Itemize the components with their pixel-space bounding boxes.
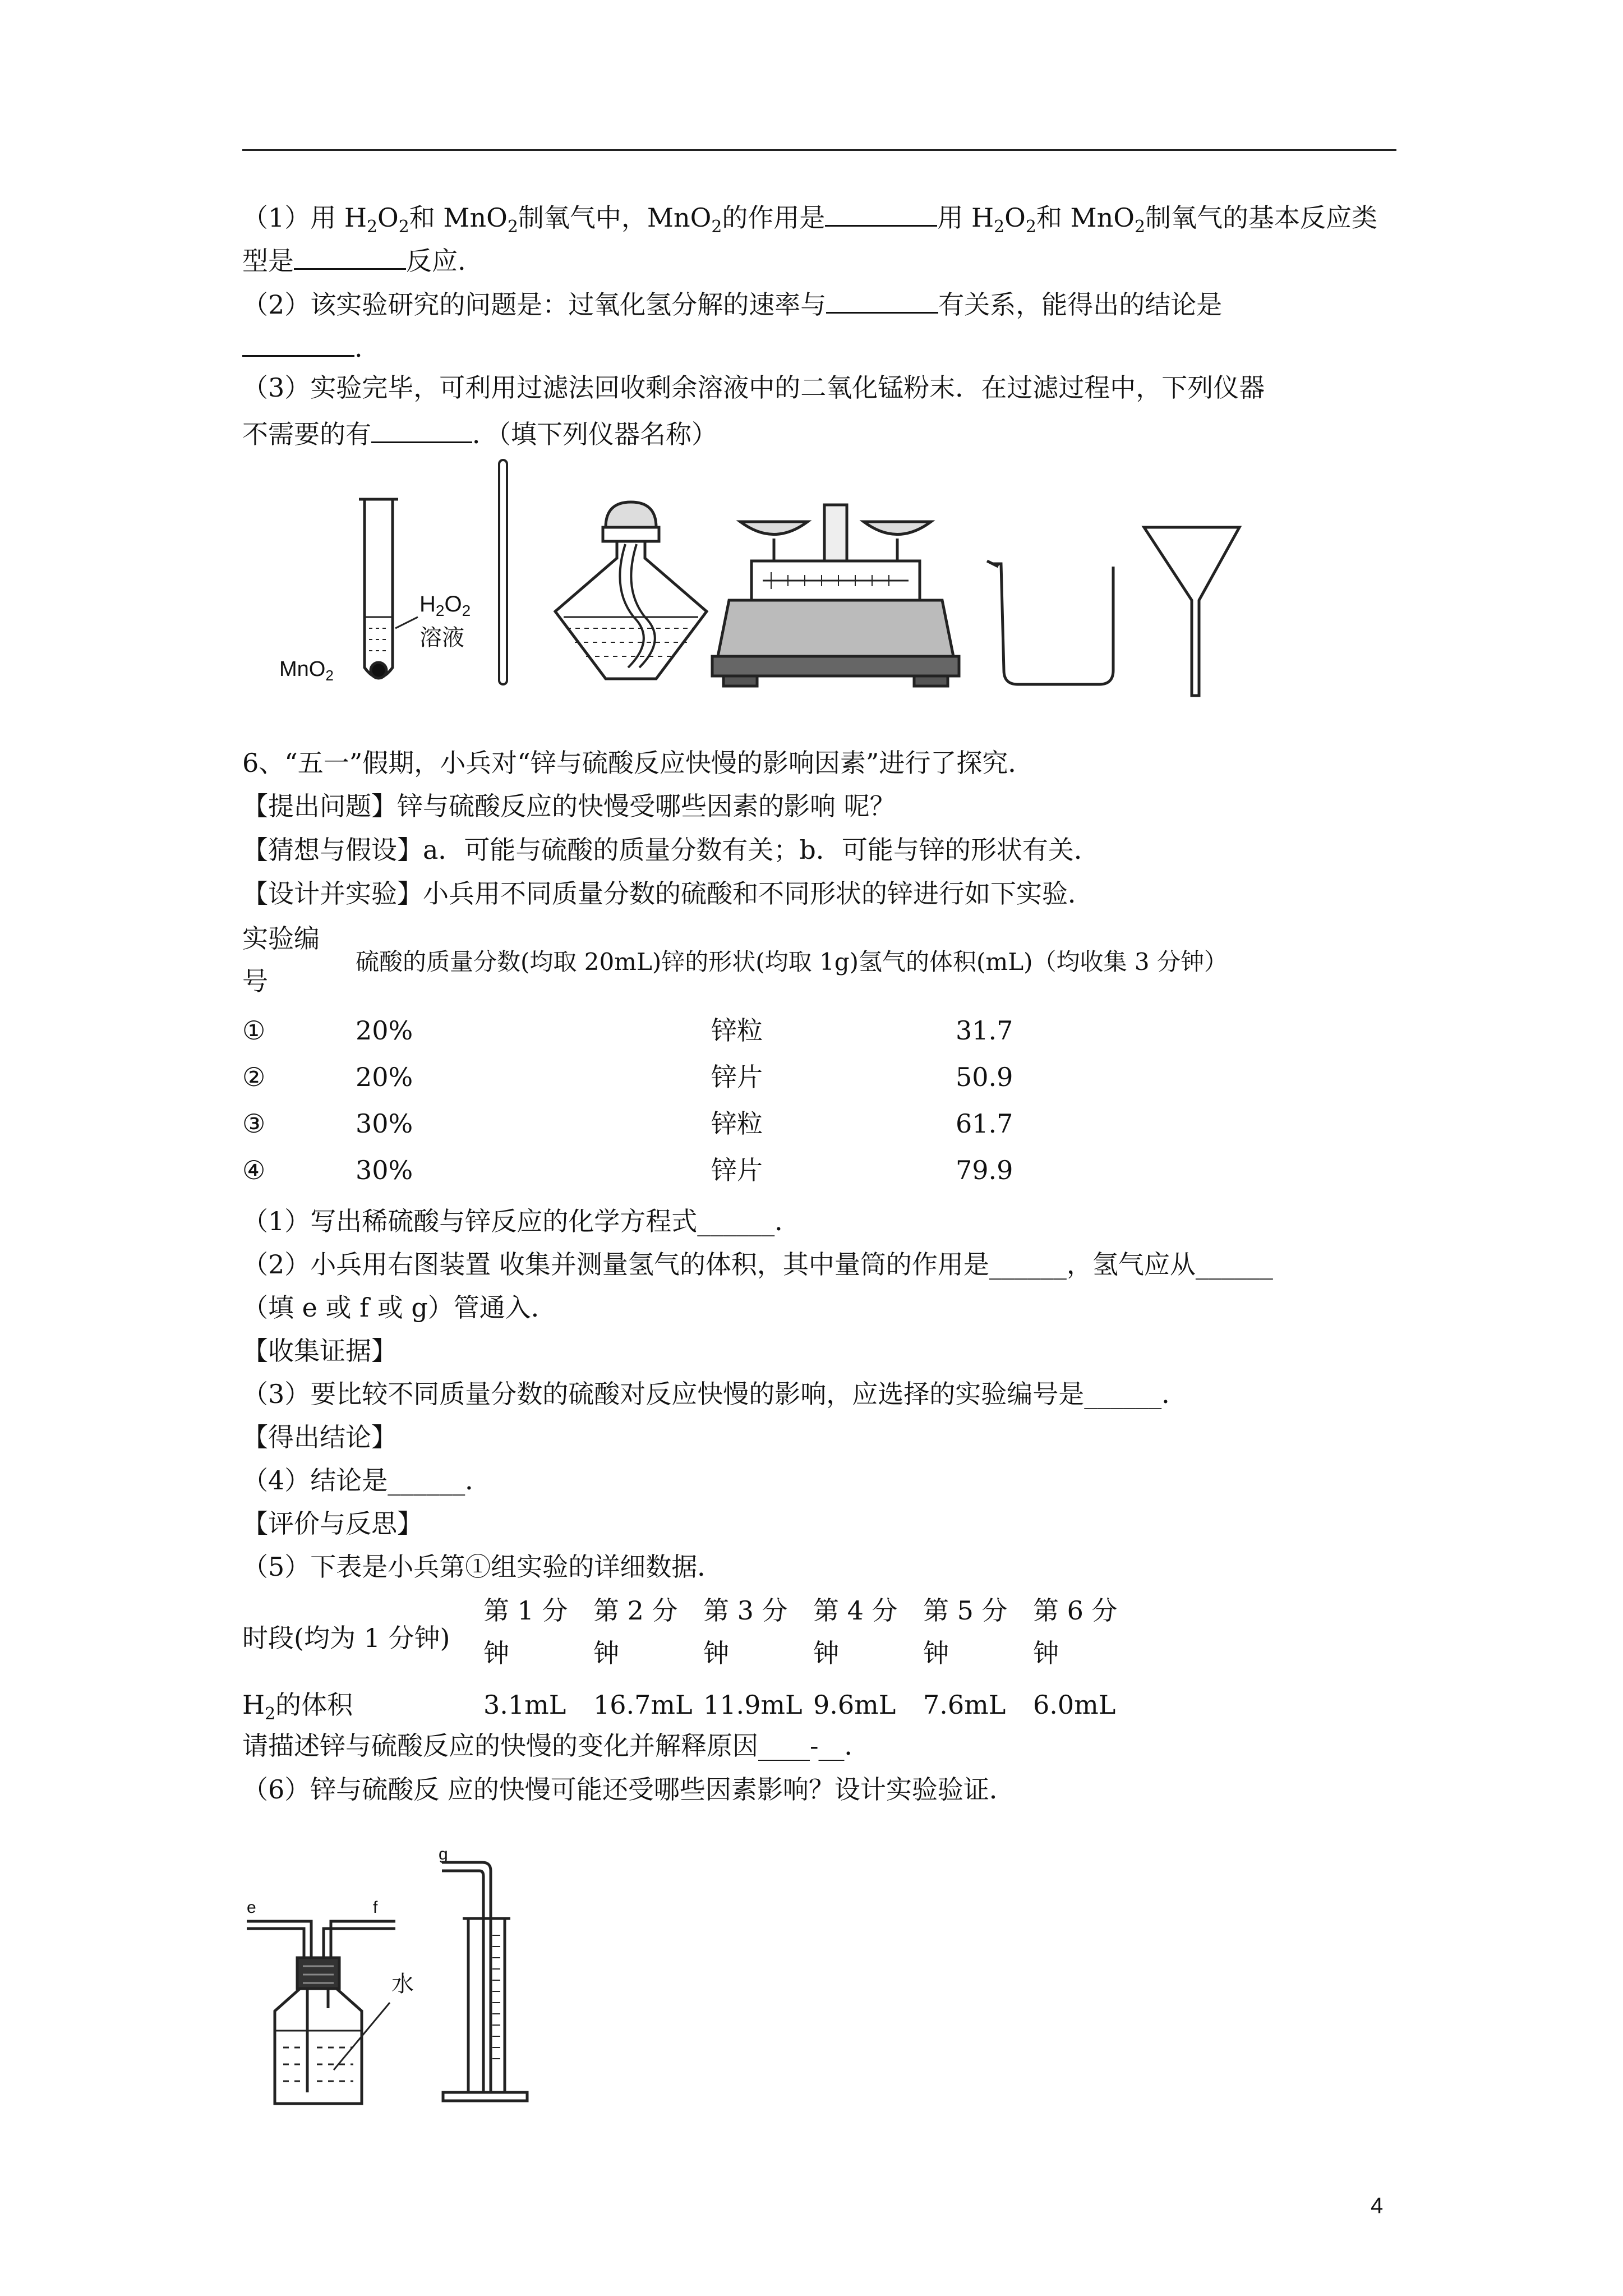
table1-row-vol: 31.7 [956, 1015, 1013, 1046]
table1-header: 硫酸的质量分数(均取 20mL)锌的形状(均取 1g)氢气的体积(mL)（均收集 3 分钟） [356, 948, 1228, 976]
table2-volume: 3.1mL [483, 1690, 566, 1720]
table2-period-suffix: 钟 [703, 1638, 729, 1668]
table1-row-shape: 锌粒 [711, 1015, 763, 1046]
q6-s3: （3）要比较不同质量分数的硫酸对反应快慢的影响，应选择的实验编号是______． [242, 1379, 1188, 1409]
table2-period: 第 5 分 [923, 1595, 1008, 1626]
table1-row-conc: 30% [356, 1108, 413, 1139]
q5-line3: （2）该实验研究的问题是：过氧化氢分解的速率与 有关系，能得出的结论是 [242, 286, 1222, 320]
table2-volume: 16.7mL [593, 1690, 693, 1720]
table1-row-no: ③ [242, 1108, 266, 1139]
table2-period-suffix: 钟 [483, 1638, 509, 1668]
table2-period: 第 4 分 [813, 1595, 898, 1626]
table2-volume-label: $H_2$的体积 [242, 1690, 353, 1724]
table1-row-conc: 20% [356, 1062, 413, 1092]
q5-line6: 不需要的有 ．（填下列仪器名称） [242, 416, 717, 450]
table2-volume: 11.9mL [703, 1690, 803, 1720]
page-number: 4 [1371, 2193, 1384, 2218]
q6-guess: 【猜想与假设】a．可能与硫酸的质量分数有关；b．可能与锌的形状有关． [242, 835, 1100, 865]
table2-volume: 6.0mL [1033, 1690, 1116, 1720]
apparatus-figure [269, 449, 1279, 707]
tube-g-label: g [439, 1845, 448, 1864]
table2-volume: 7.6mL [923, 1690, 1006, 1720]
answer-blank[interactable] [825, 199, 937, 227]
q6-s5: （5）下表是小兵第①组实验的详细数据． [242, 1552, 723, 1582]
table1-row-no: ① [242, 1015, 266, 1046]
table1-row-shape: 锌粒 [711, 1108, 763, 1139]
beaker-icon [987, 561, 1113, 684]
graduated-cylinder-icon [442, 1862, 527, 2101]
table1-row-vol: 61.7 [956, 1108, 1013, 1139]
table1-row-conc: 30% [356, 1155, 413, 1185]
mno2-label: MnO$_2$ [279, 657, 334, 684]
q5-line1: （1）用 $H_2O_2$和 MnO$_2$制氧气中，MnO$_2$的作用是 用 $H_2O_2$和 MnO$_2$制氧气的基本反应类 [242, 199, 1377, 237]
gas-collection-figure [241, 1840, 600, 2109]
table2-period-suffix: 钟 [593, 1638, 619, 1668]
table2-volume: 9.6mL [813, 1690, 896, 1720]
table2-period-suffix: 钟 [1033, 1638, 1059, 1668]
q6-conclusion: 【得出结论】 [242, 1422, 397, 1452]
tube-f-label: f [373, 1898, 378, 1917]
header-rule [242, 149, 1396, 151]
table1-header-no: 实验编 [242, 923, 320, 954]
table1-row-shape: 锌片 [711, 1155, 763, 1185]
q6-design: 【设计并实验】小兵用不同质量分数的硫酸和不同形状的锌进行如下实验． [242, 878, 1094, 909]
water-label: 水 [391, 1971, 414, 1997]
test-tube-icon [359, 499, 418, 678]
h2o2-label: $H_2O_2$ [419, 592, 471, 619]
funnel-icon [1144, 527, 1239, 696]
q6-reflect: 【评价与反思】 [242, 1508, 423, 1539]
table1-row-no: ④ [242, 1155, 266, 1185]
table2-period: 第 2 分 [593, 1595, 678, 1626]
tube-e-label: e [247, 1898, 256, 1917]
q5-line2: 型是 反应. [242, 242, 466, 277]
table2-period-suffix: 钟 [813, 1638, 839, 1668]
q5-line4: . [242, 329, 363, 364]
q6-evidence: 【收集证据】 [242, 1336, 397, 1366]
answer-blank[interactable] [294, 242, 406, 270]
table1-row-no: ② [242, 1062, 266, 1092]
q6-ask: 【提出问题】锌与硫酸反应的快慢受哪些因素的影响 呢？ [242, 791, 896, 821]
table1-row-conc: 20% [356, 1015, 413, 1046]
answer-blank[interactable] [242, 329, 354, 357]
table2-period-suffix: 钟 [923, 1638, 949, 1668]
table1-row-vol: 50.9 [956, 1062, 1013, 1092]
table2-period: 第 3 分 [703, 1595, 788, 1626]
table1-header-no2: 号 [242, 966, 268, 996]
alcohol-lamp-icon [555, 502, 707, 679]
q6-s2: （2）小兵用右图装置 收集并测量氢气的体积，其中量筒的作用是______，氢气应从______ [242, 1249, 1273, 1280]
q6-s6: （6）锌与硫酸反 应的快慢可能还受哪些因素影响？设计实验验证． [242, 1774, 1015, 1805]
table1-row-shape: 锌片 [711, 1062, 763, 1092]
q6-title: 6、“五一”假期，小兵对“锌与硫酸反应快慢的影响因素”进行了探究． [242, 748, 1034, 778]
q5-line5: （3）实验完毕，可利用过滤法回收剩余溶液中的二氧化锰粉末．在过滤过程中，下列仪器 [242, 372, 1265, 403]
q6-s5b: 请描述锌与硫酸反应的快慢的变化并解释原因____-__． [242, 1731, 870, 1761]
q6-s2b: （填 e 或 f 或 g）管通入． [242, 1292, 557, 1323]
q6-s1: （1）写出稀硫酸与锌反应的化学方程式______． [242, 1206, 801, 1236]
answer-blank[interactable] [371, 416, 472, 443]
table2-period-label: 时段(均为 1 分钟) [242, 1623, 450, 1653]
solution-label: 溶液 [419, 625, 464, 650]
glass-rod-icon [499, 460, 507, 684]
table2-period: 第 1 分 [483, 1595, 568, 1626]
answer-blank[interactable] [826, 286, 938, 314]
balance-scale-icon [712, 505, 959, 686]
q6-s4: （4）结论是______． [242, 1465, 491, 1496]
table2-period: 第 6 分 [1033, 1595, 1118, 1626]
table1-row-vol: 79.9 [956, 1155, 1013, 1185]
gas-bottle-icon [247, 1921, 395, 2104]
